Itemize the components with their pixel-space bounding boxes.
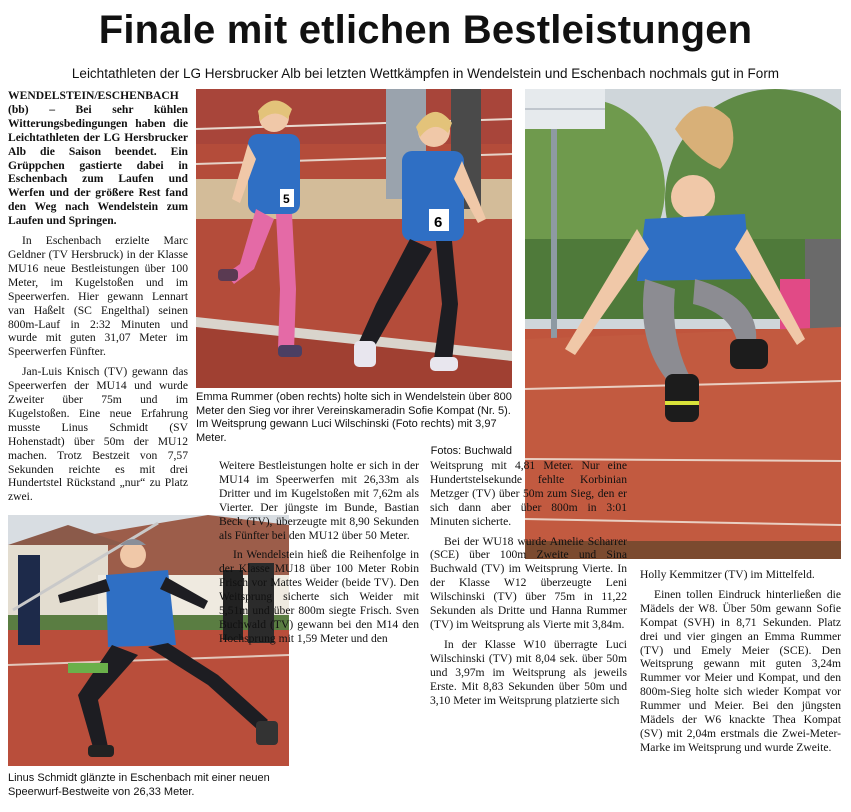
caption-javelin: Linus Schmidt glänzte in Eschenbach mit einer neuen Speerwurf-Bestweite von 26,33 Meter. bbox=[8, 772, 270, 798]
caption-runners bbox=[196, 391, 512, 459]
article-column-3 bbox=[430, 459, 627, 707]
paragraph: Bei der WU18 wurde Amelie Scharrer (SCE) über 100m Zweite und Sina Buchwald (TV) im Weitsprung Vierte. In der Klasse W12 überzeugte Leni Wilschinski (TV) über 75m in 11,22 Sekunden als Dritte und Hanna Rummer (TV) im Weitsprung als Vierte mit 3,84m. bbox=[430, 534, 627, 631]
subheadline: Leichtathleten der LG Hersbrucker Alb bei letzten Wettkämpfen in Wendelstein und Eschenbach nochmals gut in Form bbox=[71, 66, 780, 81]
article-column-4 bbox=[640, 568, 841, 755]
paragraph: Einen tollen Eindruck hinterließen die Mädels der W8. Über 50m gewann Sofie Kompat (SVH) in 8,71 Sekunden. Platz drei und vier gingen an Emma Rummer (TV) und Emely Meier (SCE). Den Weitsprung gewann mit guten 3,24m Rummer vor Meier und Kompat, und den 800m-Sieg holte sich wieder Kompat vor Rummer und Meier. Bei den jüngsten Mädels der W6 knackte Thea Kompat (SV) mit 2,04m erstmals die Zwei-Meter-Marke im Weitsprung und wurde Zweite. bbox=[640, 587, 841, 754]
paragraph: Jan-Luis Knisch (TV) gewann das Speerwerfen der MU14 und wurde Zweiter über 75m und im Kugelstoßen. Eine neue Erfahrung musste Linus Schmidt (SV Hohenstadt) über 50m der MU12 machen. Trotz Bestzeit von 7,57 Sekunden reichte es mit drei Hundertstel Rückstand „nur“ zu Platz zwei. bbox=[8, 365, 188, 504]
paragraph: Weitsprung mit 4,81 Meter. Nur eine Hundertstelsekunde fehlte Korbinian Metzger (TV) über 50m zum Sieg, den er sich dann aber über 800m in 3:01 Minuten sicherte. bbox=[430, 459, 627, 528]
article-column-1 bbox=[8, 89, 188, 504]
bib-number: 6 bbox=[434, 214, 443, 231]
paragraph: In der Klasse W10 überragte Luci Wilschinski (TV) mit 8,04 sek. über 50m und 3,97m im Weitsprung als jeweils Erste. Mit 8,83 Sekunden über 50m und 3,10 Meter im Weitsprung platzierte sich bbox=[430, 637, 627, 707]
paragraph: Weitere Bestleistungen holte er sich in der MU14 im Speerwerfen mit 26,33m als Dritter und im Kugelstoßen mit 7,62m als Vierter. Der jüngste im Bunde, Bastian Beck (TV), überzeugte mit 8,90 Sekunden als Fünfter bei den MU12 über 50 Meter. bbox=[219, 459, 419, 542]
paragraph: In Wendelstein hieß die Reihenfolge in der Klasse MU18 über 100 Meter Robin Frisch vor Mattes Weider (beide TV). Den Weitsprung sicherte sich Weider mit 5,51m und über 800m siegte Frisch. Sven Buchwald (TV) gewann bei den M14 den Hochsprung mit 1,59 Meter und den bbox=[219, 548, 419, 645]
article-lead: WENDELSTEIN/ESCHENBACH (bb) – Bei sehr kühlen Witterungsbedingungen haben die Leichtathleten der LG Hersbrucker Alb die Saison beendet. Ein Grüppchen gastierte dabei in Eschenbach zum Laufen und Werfen und der größere Rest fand den Weg nach Wendelstein zum Laufen und Springen. bbox=[8, 89, 188, 228]
paragraph: In Eschenbach erzielte Marc Geldner (TV Hersbruck) in der Klasse MU16 neue Bestleistungen über 100 Meter, im Kugelstoßen und im Speerwerfen. Hier gewann Lennart van Haßelt (SC Engelthal) seinen 800m-Lauf in 2:32 Minuten und wurde mit guten 31,07 Meter im Speerwerfen Fünfter. bbox=[8, 234, 188, 359]
photo-credit: Fotos: Buchwald bbox=[430, 445, 512, 458]
paragraph: Holly Kemmitzer (TV) im Mittelfeld. bbox=[640, 568, 815, 581]
bib-number: 5 bbox=[283, 192, 290, 206]
headline: Finale mit etlichen Bestleistungen bbox=[98, 8, 753, 52]
runners-image bbox=[196, 89, 512, 388]
photo-runners bbox=[196, 89, 512, 388]
caption-text: Emma Rummer (oben rechts) holte sich in Wendelstein über 800 Meter den Sieg vor ihrer Vereinskameradin Sofie Kompat (Nr. 5). Im Weitsprung gewann Luci Wilschinski (Foto rechts) mit 3,97 Meter. bbox=[196, 391, 512, 444]
article-column-2 bbox=[219, 459, 419, 646]
